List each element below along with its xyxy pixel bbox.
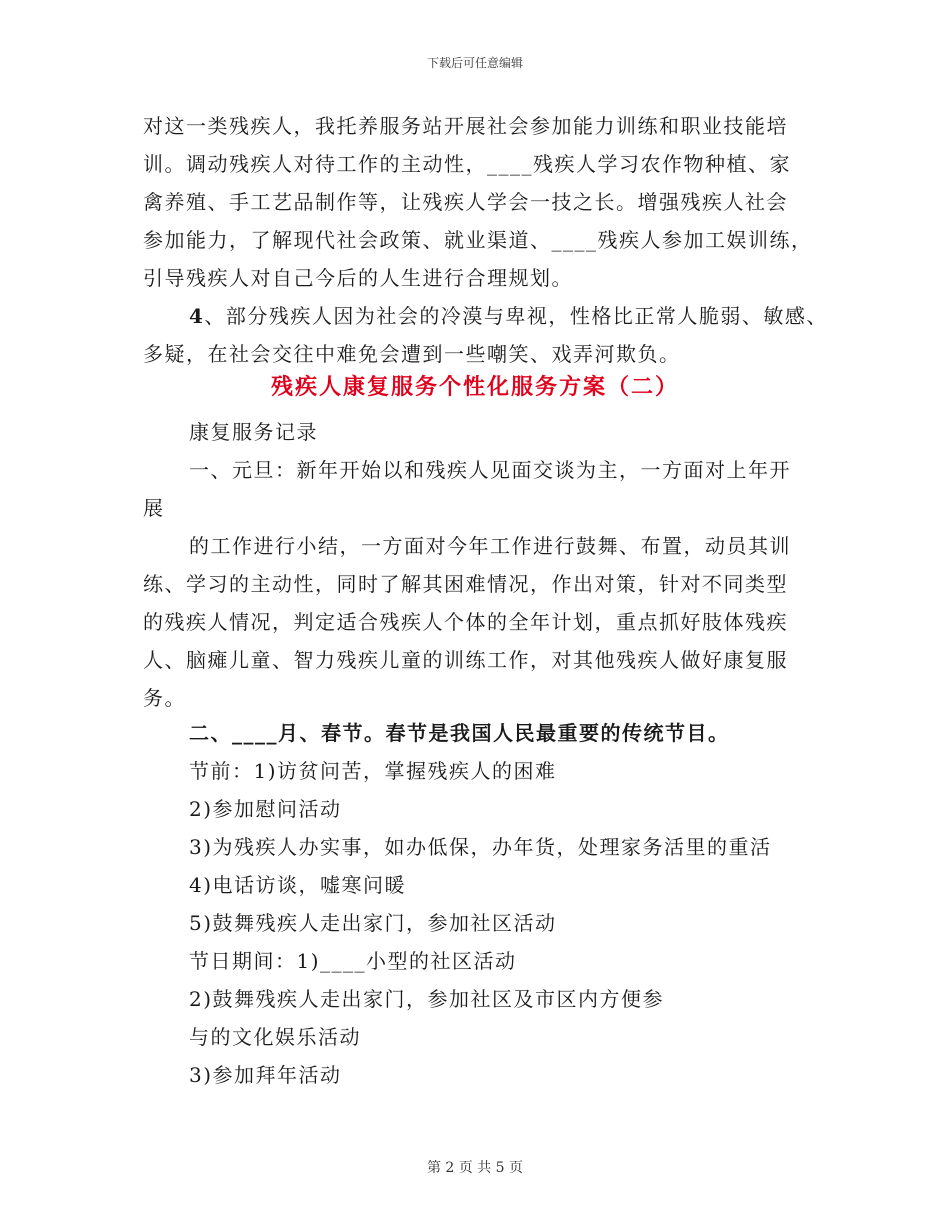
page-footer: 第 2 页 共 5 页 [426,1160,524,1176]
paragraph-line: 对这一类残疾人，我托养服务站开展社会参加能力训练和职业技能培 [143,114,788,138]
paragraph-text: 、部分残疾人因为社会的冷漠与卑视，性格比正常人脆弱、敏感、 [204,304,828,328]
list-item: 3)参加拜年活动 [189,1063,342,1087]
record-label: 康复服务记录 [189,420,318,444]
list-item: 3)为残疾人办实事，如办低保，办年货，处理家务活里的重活 [189,835,772,859]
paragraph-line: 的工作进行小结，一方面对今年工作进行鼓舞、布置，动员其训 [189,534,791,558]
item-heading: 二、____月、春节。春节是我国人民最重要的传统节目。 [189,721,730,745]
paragraph-line: 练、学习的主动性，同时了解其困难情况，作出对策，针对不同类型 [143,572,788,596]
paragraph-line: 引导残疾人对自己今后的人生进行合理规划。 [143,266,573,290]
item-number: 4 [189,304,205,328]
paragraph-line [189,303,828,329]
list-item: 4)电话访谈，嘘寒问暖 [189,873,407,897]
paragraph-line: 的残疾人情况，判定适合残疾人个体的全年计划，重点抓好肢体残疾 [143,610,788,634]
list-item: 与的文化娱乐活动 [189,1025,361,1049]
list-item: 5)鼓舞残疾人走出家门，参加社区活动 [189,911,557,935]
paragraph-line: 展 [143,496,165,520]
list-item: 2)鼓舞残疾人走出家门，参加社区及市区内方便参 [189,987,665,1011]
section-title: 残疾人康复服务个性化服务方案（二） [270,374,679,400]
item-heading: 一、元旦：新年开始以和残疾人见面交谈为主，一方面对上年开 [189,458,791,482]
paragraph-line: 禽养殖、手工艺品制作等，让残疾人学会一技之长。增强残疾人社会 [143,190,788,214]
paragraph-line: 人、脑瘫儿童、智力残疾儿童的训练工作，对其他残疾人做好康复服 [143,648,788,672]
paragraph-line: 务。 [143,686,186,710]
list-item: 节日期间：1)____小型的社区活动 [189,949,517,973]
list-item: 节前：1)访贫问苦，掌握残疾人的困难 [189,759,557,783]
paragraph-line: 训。调动残疾人对待工作的主动性，____残疾人学习农作物种植、家 [143,152,791,176]
page-header: 下载后可任意编辑 [426,56,523,70]
paragraph-line: 参加能力，了解现代社会政策、就业渠道、____残疾人参加工娱训练， [143,228,813,252]
paragraph-line: 多疑，在社会交往中难免会遭到一些嘲笑、戏弄河欺负。 [143,342,681,366]
list-item: 2)参加慰问活动 [189,797,342,821]
